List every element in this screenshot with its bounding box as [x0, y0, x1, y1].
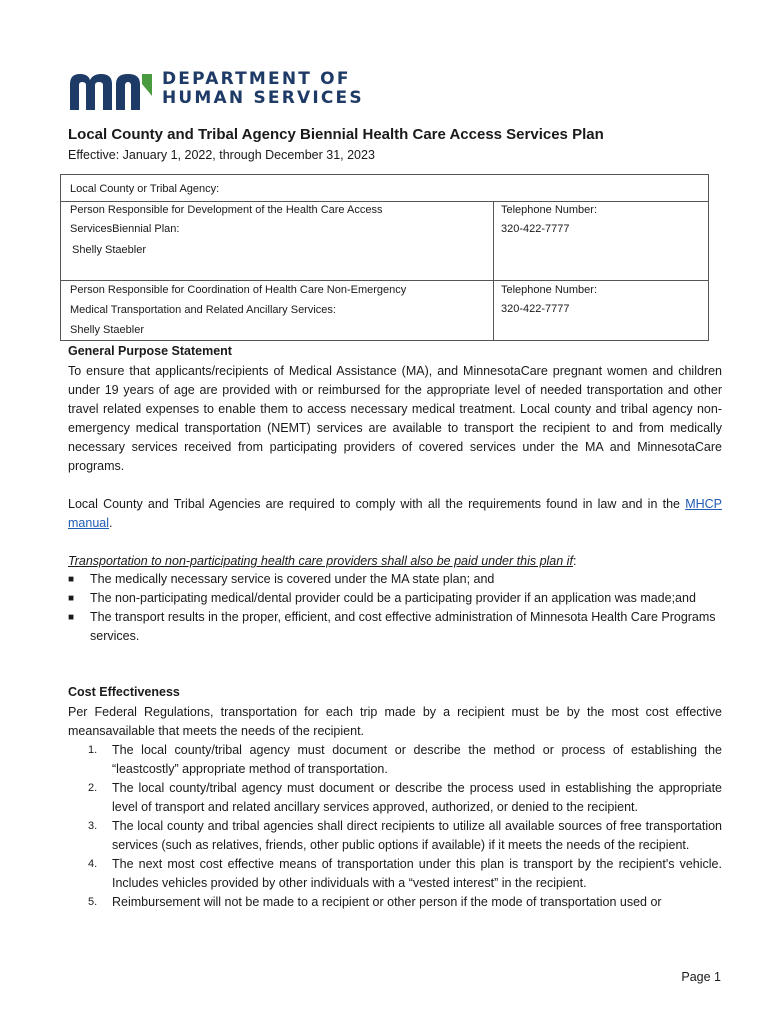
nonparticipating-heading-line: [68, 552, 722, 571]
coordination-phone: 320-422-7777: [501, 303, 570, 315]
bullet-icon: ■: [68, 593, 75, 604]
list-item: [68, 608, 722, 646]
dhs-logo: [68, 70, 368, 112]
development-label-2: ServicesBiennial Plan:: [70, 223, 180, 235]
dhs-logo-text: [162, 70, 364, 108]
list-item-text: The medically necessary service is covered under the MA state plan; and: [90, 572, 495, 586]
requirements-text: Local County and Tribal Agencies are required to comply with all the requirements found in law and in the: [68, 497, 686, 511]
coordination-label-1: Person Responsible for Coordination of Health Care Non-Emergency: [70, 284, 407, 296]
nonparticipating-heading: Transportation to non-participating health care providers shall also be paid under this plan if: [68, 554, 573, 568]
coordination-person-name: Shelly Staebler: [70, 324, 144, 336]
effective-dates: Effective: January 1, 2022, through December 31, 2023: [68, 148, 375, 162]
development-label-1: Person Responsible for Development of the Health Care Access: [70, 204, 383, 216]
nonparticipating-list: [68, 570, 722, 646]
list-item-text: Reimbursement will not be made to a recipient or other person if the mode of transportation used or: [112, 895, 662, 909]
cost-list: [88, 741, 722, 912]
coordination-label-2: Medical Transportation and Related Ancillary Services:: [70, 304, 336, 316]
table-column-divider: [493, 201, 494, 340]
requirements-period: .: [109, 516, 113, 530]
heading-colon: :: [572, 554, 577, 568]
document-title: Local County and Tribal Agency Biennial Health Care Access Services Plan: [68, 126, 604, 143]
list-item: [88, 779, 722, 817]
development-phone-label: Telephone Number:: [501, 204, 598, 216]
development-person-name: Shelly Staebler: [72, 244, 146, 256]
development-phone: 320-422-7777: [501, 223, 570, 235]
purpose-heading: General Purpose Statement: [68, 344, 232, 358]
bullet-icon: ■: [68, 574, 75, 585]
list-item: [88, 741, 722, 779]
logo-line-1: DEPARTMENT OF: [162, 69, 351, 89]
cost-heading: Cost Effectiveness: [68, 685, 180, 699]
list-item-text: The local county/tribal agency must document or describe the method or process of establishing the “leastcostly” appropriate method of transportation.: [112, 743, 722, 776]
cost-intro: Per Federal Regulations, transportation for each trip made by a recipient must be by the most cost effective meansavailable that meets the needs of the recipient.: [68, 705, 722, 738]
list-item-text: The local county/tribal agency must document or describe the process used in establishing the appropriate level of transport and related ancillary services approved, authorized, or denied to the recipient.: [112, 781, 722, 814]
list-item: [88, 855, 722, 893]
list-item-text: The next most cost effective means of transportation under this plan is transport by the recipient's vehicle. Includes vehicles provided by other individuals with a “vested interest” in the recipient.: [112, 857, 722, 890]
page-number: Page 1: [681, 970, 721, 984]
mhcp-manual-link[interactable]: MHCP manual: [68, 497, 722, 530]
requirements-paragraph: [68, 495, 722, 533]
list-item: [68, 589, 722, 608]
bullet-icon: ■: [68, 612, 75, 623]
list-number: 4.: [88, 858, 98, 870]
purpose-text: To ensure that applicants/recipients of Medical Assistance (MA), and MinnesotaCare pregnant women and children under 19 years of age are provided with or reimbursed for the appropriate level of needed transportation and other travel related expenses to enable them to access necessary medical treatment. Local county and tribal agency non-emergency medical transportation (NEMT) services are available to transport the recipient to and from medically necessary services received from participating providers of covered services under the MA and MinnesotaCare programs.: [68, 364, 722, 473]
agency-label: Local County or Tribal Agency:: [70, 183, 220, 195]
list-item: [68, 570, 722, 589]
mn-logo-icon: [68, 70, 154, 110]
coordination-phone-label: Telephone Number:: [501, 284, 598, 296]
list-item-text: The local county and tribal agencies shall direct recipients to utilize all available sources of free transportation services (such as relatives, friends, other public options if available) if it meets the needs of the recipient.: [112, 819, 722, 852]
list-item: [88, 817, 722, 855]
logo-line-2: HUMAN SERVICES: [162, 88, 364, 108]
list-number: 5.: [88, 896, 98, 908]
list-number: 2.: [88, 782, 98, 794]
contact-info-table: [60, 174, 709, 341]
list-number: 1.: [88, 744, 98, 756]
list-item-text: The non-participating medical/dental provider could be a participating provider if an application was made;and: [90, 591, 696, 605]
list-item-text: The transport results in the proper, efficient, and cost effective administration of Minnesota Health Care Programs services.: [90, 610, 716, 643]
list-number: 3.: [88, 820, 98, 832]
list-item: [88, 893, 722, 912]
